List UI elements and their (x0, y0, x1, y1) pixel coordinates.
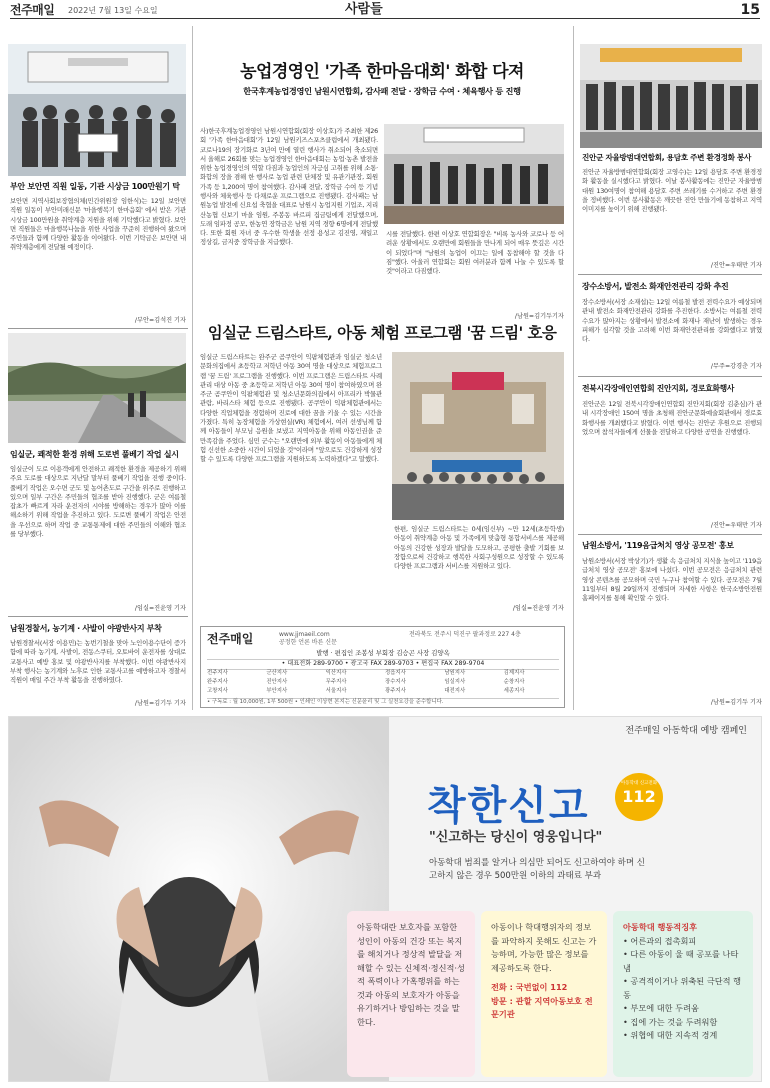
lead-byline: /남원=김기두기자 (514, 313, 564, 320)
kids-byline: /임실=진윤영 기자 (512, 605, 564, 612)
roadside-photo-icon (8, 333, 186, 443)
right-article-1-headline: 진안군 자율방범대연합회, 용담호 주변 환경정화 봉사 (582, 153, 752, 162)
right-article-1-body: 진안군 자율방범대연합회(회장 고영수)는 12일 용담호 주변 환경정화 활동을 실시했다고 밝혔다. 이날 봉사활동에는 진안군 자율방범대원 130여명이 참여해 용담호 주변 쓰레기를 수거하고 주변 환경을 정비했다. 이번 봉사활동은 깨끗한 진안 만들기에 동참하고 지역 이미지를 높이기 위해 진행됐다. (582, 168, 762, 214)
ad-slogan: "신고하는 당신이 영웅입니다" (429, 830, 603, 845)
ad-definition-box: 아동학대란 보호자를 포함한 성인이 아동의 건강 또는 복지를 해치거나 정상적 발달을 저해할 수 있는 신체적·정신적·성적 폭력이나 가혹행위를 하는 것과 아동의 보호자가 아동을 유기하거나 방임하는 것을 말한다. (347, 911, 475, 1077)
right-article-1-byline: /진안=우태만 기자 (710, 262, 762, 269)
ad-title: 착한신고 (427, 783, 590, 829)
badge-112-icon: 아동학대 신고전화 112 (615, 773, 663, 821)
left-article-2-headline: 임실군, 쾌적한 환경 위해 도로변 풀베기 작업 실시 (10, 450, 179, 459)
bureau: 군산지사 (266, 670, 288, 676)
bureau: 김제지사 (503, 670, 525, 676)
right-article-4-headline: 남원소방서, '119음급처치 영상 공모전' 홍보 (582, 541, 734, 550)
lead-body-2: 시를 전달했다. 한편 이상호 연합회장은 "비록 농사와 코로나 등 어려운 상황에서도 오랜만에 회원들을 만나게 되어 매우 뜻깊은 시간이 되었다"며 "남원의 농업이 이끄는 일에 동참해야 할 것을 다짐"했다. 아울러 연합회는 회원 여러분과 함께 나눌 수 있도록 할 것"이라고 다짐했다. (386, 230, 564, 276)
bureau: 진안지사 (266, 678, 288, 685)
bureau: 고창지사 (207, 687, 228, 694)
section-title: 사람들 (345, 2, 383, 17)
bureau: 남원지사 (444, 670, 466, 676)
right-article-2-body: 장수소방서(서장 소재섭)는 12일 여름철 발전 전력수요가 예상되며 관내 발전소 화재안전관리 강화를 추진한다. 소방서는 여름철 전력 수요가 많아지는 상황에서 발전소에 화재나 재난이 발생하는 경우 피해가 심각할 것을 고려해 이번 화재안전관리를 강화했다고 밝혔다. (582, 298, 762, 344)
bureau: 완주지사 (207, 678, 228, 685)
page-header (10, 0, 760, 19)
bureau: 순창지사 (503, 678, 525, 685)
left-article-1-byline: /부안=김석진 기자 (134, 317, 186, 324)
masthead-staff: 발행 · 편집인 조봉성 부회장 김승곤 사장 김양옥 (316, 649, 450, 657)
left-article-2-byline: /임실=진윤영 기자 (134, 605, 186, 612)
lead-subhead: 한국후계농업경영인 남원시연합회, 감사패 전달 · 장학금 수여 · 체육행사 등 진행 (243, 86, 521, 96)
masthead-address: 전라북도 전주시 덕진구 팔과정로 227 4층 (409, 631, 521, 638)
group-photo-icon (8, 44, 186, 176)
ad-description: 아동학대 범죄를 알거나 의심만 되어도 신고하여야 하며 신고하지 않은 경우 500만원 이하의 과태료 부과 (429, 858, 645, 882)
right-article-3-byline: /진안=우태만 기자 (710, 522, 762, 529)
bureau: 대전지사 (444, 687, 466, 694)
kids-headline: 임실군 드림스타트, 아동 체험 프로그램 '꿈 드림' 호응 (207, 323, 557, 342)
bureau: 부안지사 (266, 687, 288, 694)
issue-date: 2022년 7월 13일 수요일 (68, 6, 158, 15)
masthead-box (200, 626, 565, 708)
bureau: 임실지사 (444, 678, 466, 685)
left-photo-1 (8, 44, 186, 176)
left-article-3-byline: /남원=김기두 기자 (134, 700, 186, 707)
kids-body-2: 한편, 임실군 드림스타트는 0세(임신부) ~만 12세(초등학생) 아동이 취약계층 아동 및 가족에게 맞춤형 통합서비스를 제공해 아동의 건강한 성장과 발달을 도모하고, 공평한 출발 기회를 보장함으로써 건강하고 행복한 사회구성원으로 성장할 수 있도록 다양한 프로그램과 서비스를 지원하고 있다. (394, 525, 564, 571)
covered-ears-child-illustration (9, 717, 389, 1082)
campaign-label: 전주매일 아동학대 예방 캠페인 (625, 726, 747, 736)
bureau: 익산지사 (325, 670, 347, 676)
bureau: 전주지사 (207, 670, 228, 676)
masthead-slogan: 공정한 언론 바른 신문 (279, 639, 337, 646)
children-group-photo-icon (392, 352, 564, 520)
left-photo-2 (8, 333, 186, 443)
ad-report-box: 아동이나 학대행위자의 정보를 파악하지 못해도 신고는 가능하며, 가능한 많은 정보를 제공하도록 한다. 전화 : 국번없이 112 방문 : 관할 지역아동보호 전문기관 (481, 911, 607, 1077)
masthead-logo: 전주매일 (207, 632, 254, 646)
event-photo-icon (384, 124, 564, 224)
bureau: 무주지사 (325, 678, 347, 685)
bureau-list (207, 670, 559, 695)
bureau: 세종지사 (503, 687, 525, 694)
ad-signs-box: 아동학대 행동적징후 • 어른과의 접촉회피 • 다른 아동이 울 때 공포를 나타냄 • 공격적이거나 위축된 극단적 행동 • 부모에 대한 두려움 • 집에 가는 것을 두려워함 • 위협에 대한 지속적 경계 (613, 911, 753, 1077)
page-number: 15 (740, 2, 760, 18)
right-article-2-byline: /무주=강경춘 기자 (710, 363, 762, 370)
kids-body: 임실군 드림스타트는 완주군 곰쿠안이 익팜체험관과 임실군 청소년문화의집에서 초등학교 저학년 아동 30여 명을 대상으로 체험프로그램 '꿈 드림' 프로그램을 진행했다. 이번 프로그램은 드림스타트 사례관리 대상 아동 중 초등학교 저학년 아동 30여 명이 참여하였으며 완주군 곰쿠안이 익팜체험관 및 청소년문화의집에서 아프리카 박물관 관람, 바리스타 체험 등으로 진행됐다. 공쿠안이 익팜체험관에서는 다양한 직업체험을 경험하며 진로에 대한 꿈을 키울 수 있는 시간을 가졌다. 특히 농장체험을 가상현실(VR) 체험에서, 여러 선생님께 함께 아동들이 부모님 응원을 보냈고 지역아동을 위해 아동인권을 준 만족감을 주었다. 심민 군수는 "오랜만에 외부 활동이 아동들에게 체험 신선한 소중한 시간이 되었을 것"이라며 "앞으로도 건강하게 성장할 수 있도록 다양한 프로그램을 지원하도록 노력하겠다"고 말했다. (200, 353, 382, 464)
masthead-site: www.jjmaeil.com (279, 631, 330, 638)
left-article-1-body: 보안면 지역사회보장협의체(민간위원장 임한식)는 12일 보안면 직원 일동이 부안미래신문 '마을행복기 한마음회' 에서 받은 기관 시상금 100만원을 취약계층 지원을 위해 기탁했다고 밝혔다. 보안면 직원들은 마을행복나눔을 위한 사업을 꾸준히 진행하여 왔으며 주민들과 함께 다양한 활동을 이어왔다. 이번 기탁금은 보안면 내 취약계층에게 전달될 예정이다. (10, 197, 186, 252)
left-article-3-headline: 남원경찰서, 농기계 · 사발이 야광반사지 부착 (10, 624, 162, 633)
right-article-2-headline: 장수소방서, 발전소 화재안전관리 강화 추진 (582, 282, 729, 291)
bureau: 정읍지사 (384, 670, 406, 676)
masthead-footer: • 구독료 : 월 10,000원, 1부 500원 • 인쇄인 이상현 본지는 신문윤리 및 그 실천요강을 준수합니다. (207, 698, 559, 707)
right-article-3-headline: 전북시각장애인연합회 진안지회, 경로효화행사 (582, 384, 735, 393)
kids-photo (392, 352, 564, 520)
bureau: 광주지사 (384, 687, 406, 694)
lead-body: 사)한국후계농업경영인 남원시연합회(회장 이상호)가 주최한 제26회 '가족 한마음대회'가 12일 남원키즈스포츠클럽에서 개최됐다. 코로나19의 장기화로 3년여 만에 열린 행사가 취소되어 축소되면서 올해로 26회를 맞는 농업경영인 한마음대회는 농업·농촌 발전을 위한 농업경영인의 역할 다짐과 농업인의 자긍심 고취를 위해 소통·화합의 장을 겸해 한 행사로 농업 관련 단체장 및 유관기관장, 회원가족 등 1,200여 명이 참여했다. 감사패 전달, 장학금 수여 등 기념행사와 체육행사 등 다채로운 프로그램으로 진행됐다. 감사패는 남원농업 발전에 신요섭 축협을 대표로 남원시 농업지원 기업조, 지리산농협 신보기 마을 임원, 주봉동 바르피 집금팀에게 전달했으며, 도래 임파정 공모, 한농연 장학금은 남원 지역 경향 6명에게 전달했다. 또한 회원 자녀 중 우수한 학생을 선정 용성고 김진영, 재일고 정상길, 금지중 장학금을 지급했다. (200, 127, 378, 247)
campaign-ad (8, 716, 762, 1082)
right-article-4-byline: /남원=김기두 기자 (710, 699, 762, 706)
volunteers-photo-icon (580, 44, 762, 148)
right-photo-1 (580, 44, 762, 148)
right-article-3-body: 진안군은 12일 전북시각장애인연합회 진안지회(회장 김춘심)가 관내 시각장애인 150여 명을 초청해 진안군문화예술회관에서 경로효화행사를 개최했다고 밝혔다. 이번 행사는 진안군 후원으로 진행되었으며 참석자들에게 선물을 전달하고 다양한 공연을 진행했다. (582, 400, 762, 436)
left-article-3-body: 남원경찰서(서장 이용민)는 농번기철을 맞아 노인이용수단이 증가함에 따라 농기계, 사발이, 전동스쿠터, 오토바이 운전자를 상대로 교통사고 예방 홍보 및 야광반사지를 부착했다. 이번 야광반사지 부착 행사는 농기계와 노후로 인한 교통사고를 예방하고자 경찰서 직원이 매일 주간 부착 활동을 진행하였다. (10, 639, 186, 685)
bureau: 서울지사 (325, 687, 347, 694)
newspaper-logo: 전주매일 (10, 3, 55, 17)
lead-photo (384, 124, 564, 224)
masthead-phones: • 대표전화 289-9700 • 광고국 FAX 289-9703 • 편집국 FAX 289-9704 (207, 659, 559, 670)
lead-headline: 농업경영인 '가족 한마음대회' 화합 다져 (240, 62, 524, 82)
left-article-1-headline: 부안 보안면 직원 일동, 기관 시상금 100만원기 탁 (10, 182, 180, 191)
left-article-2-body: 임실군이 도로 이용객에게 안전하고 쾌적한 환경을 제공하기 위해 주요 도로를 대상으로 지난달 말부터 풀베기 작업을 진행 중이다. 풀베기 작업은 오수면 군도 및 농어촌도로 구간을 위주로 진행하고 있으며 일부 구간은 주민들의 협조를 받아 진행했다. 군은 여름철 잡초가 빠르게 자라 운전자의 시야를 방해하는 경우가 많아 이를 해소하기 위해 작업을 추진하고 있다. 도로변 풀베기 작업은 안전을 우선으로 하며 작업 중 교통통제에 대한 주민들의 이해와 협조를 당부했다. (10, 465, 186, 538)
right-article-4-body: 남원소방서(서장 박상기)가 생활 속 응급처치 지식을 높이고 '119음급처치 영상 공모전' 홍보에 나섰다. 이번 공모전은 응급처치 관련 영상 콘텐츠를 공모하며 국민 누구나 참여할 수 있다. 공모전은 7월 11일부터 8월 29일까지 진행되며 자세한 사항은 한국소방안전원 홈페이지를 통해 확인할 수 있다. (582, 557, 762, 603)
bureau: 장수지사 (384, 678, 406, 685)
